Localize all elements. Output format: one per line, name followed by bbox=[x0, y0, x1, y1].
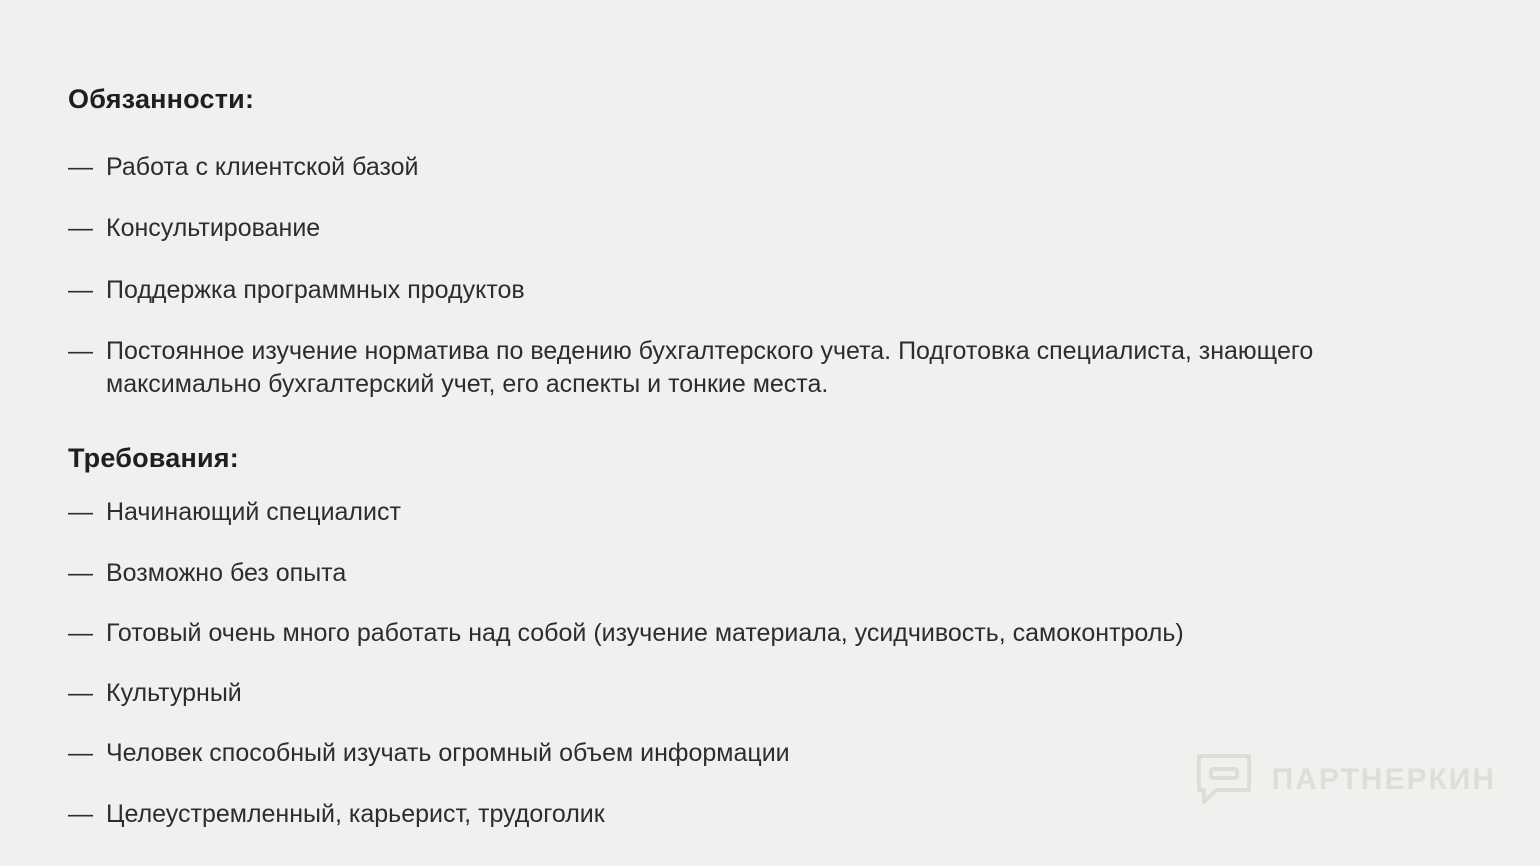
list-item bbox=[68, 212, 1480, 245]
list-item bbox=[68, 274, 1480, 307]
bullet-dash-icon: — bbox=[68, 739, 93, 768]
list-item-text: Возможно без опыта bbox=[106, 558, 347, 587]
list-item bbox=[68, 557, 1480, 590]
list-item-text: Человек способный изучать огромный объем информации bbox=[106, 739, 790, 768]
bullet-dash-icon: — bbox=[68, 275, 93, 304]
bullet-dash-icon: — bbox=[68, 498, 93, 527]
list-item bbox=[68, 151, 1480, 184]
responsibilities-heading: Обязанности: bbox=[68, 84, 255, 114]
list-item-text: Консультирование bbox=[106, 214, 321, 243]
bullet-dash-icon: — bbox=[68, 336, 93, 365]
list-item bbox=[68, 496, 1480, 529]
list-item-text: Начинающий специалист bbox=[106, 498, 401, 527]
watermark-text: ПАРТНЕРКИН bbox=[1271, 763, 1496, 796]
responsibilities-list bbox=[68, 151, 1480, 401]
list-item bbox=[68, 335, 1480, 402]
list-item-text: Работа с клиентской базой bbox=[106, 153, 419, 181]
bullet-dash-icon: — bbox=[68, 679, 93, 707]
list-item-text: Поддержка программных продуктов bbox=[106, 275, 525, 304]
bullet-dash-icon: — bbox=[68, 558, 93, 587]
list-item-text: Культурный bbox=[106, 679, 242, 707]
bullet-dash-icon: — bbox=[68, 618, 93, 647]
bullet-dash-icon: — bbox=[68, 799, 93, 828]
bullet-dash-icon: — bbox=[68, 153, 93, 181]
list-item bbox=[68, 677, 1480, 710]
list-item-text: Готовый очень много работать над собой (изучение материала, усидчивость, самоконтроль) bbox=[106, 618, 1184, 647]
list-item-text: Целеустремленный, карьерист, трудоголик bbox=[106, 799, 605, 828]
list-item-text: Постоянное изучение норматива по ведению бухгалтерского учета. Подготовка специалиста, знающего максимально бухгалтерский учет, его аспекты и тонкие места. bbox=[106, 336, 1314, 398]
list-item bbox=[68, 617, 1480, 650]
speech-bubble-icon bbox=[1194, 752, 1254, 808]
bullet-dash-icon: — bbox=[68, 214, 93, 243]
requirements-heading: Требования: bbox=[68, 443, 239, 474]
watermark bbox=[1194, 752, 1496, 808]
